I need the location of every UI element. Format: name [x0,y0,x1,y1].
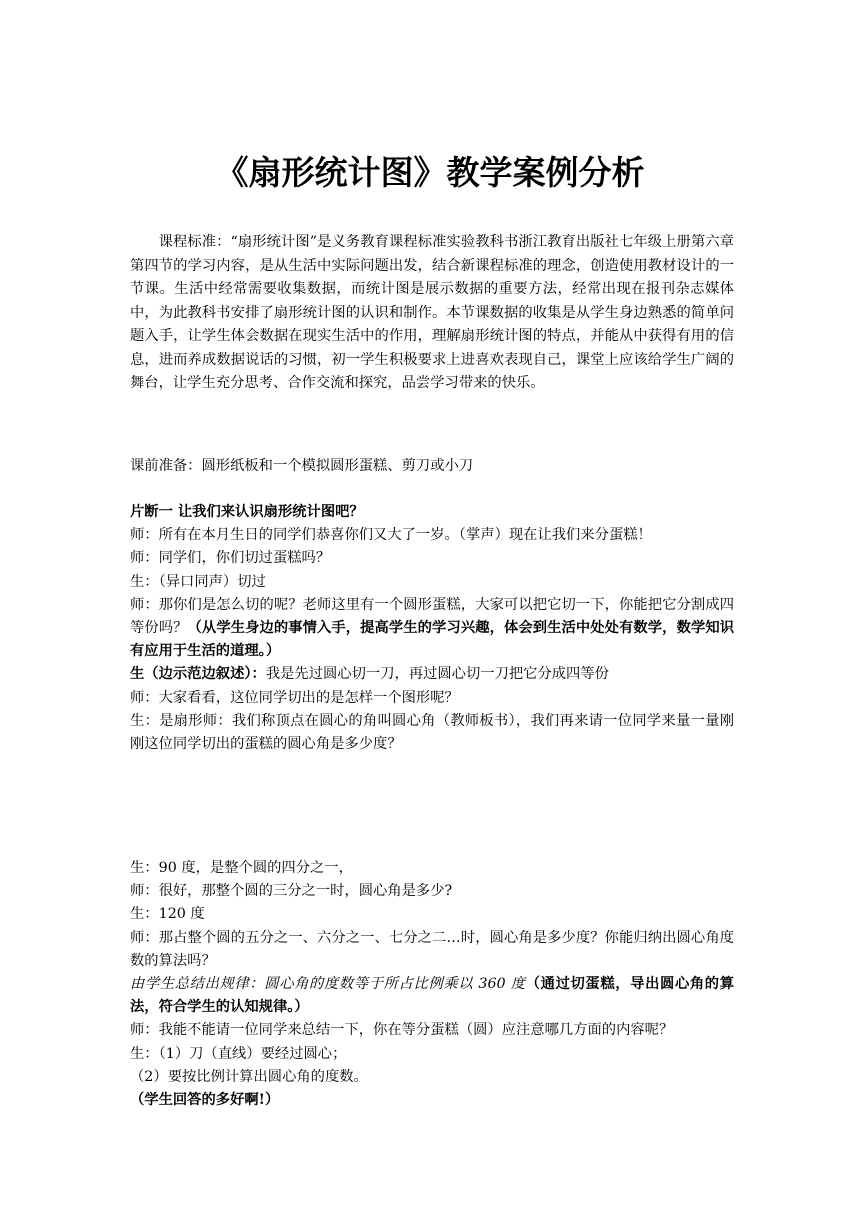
dialogue-line: 师：所有在本月生日的同学们恭喜你们又大了一岁。（掌声）现在让我们来分蛋糕！ [130,527,652,544]
rule-summary: 由学生总结出规律：圆心角的度数等于所占比例乘以 360 度 [130,976,526,993]
prep-block [130,455,734,478]
dialogue-text: 我是先过圆心切一刀，再过圆心切一刀把它分成四等份 [265,666,609,683]
dialogue-line [130,594,734,664]
dialogue-line: 师：那占整个圆的五分之一、六分之一、七分之二…时，圆心角是多少度？你能归纳出圆心角度数的算法吗？ [130,929,734,969]
dialogue-line: 生：是扇形师：我们称顶点在圆心的角叫圆心角（教师板书），我们再来请一位同学来量一量刚刚这位同学切出的蛋糕的圆心角是多少度？ [130,712,734,753]
document-title: 《扇形统计图》教学案例分析 [215,153,645,192]
dialogue-line: 师：同学们，你们切过蛋糕吗？ [130,550,331,567]
teaching-note: （通过切蛋糕，导出圆心角的算法，符合学生的认知规律。） [130,976,735,1016]
teaching-note: （从学生身边的事情入手，提高学生的学习兴趣，体会到生活中处处有数学，数学知识有应用于生活的道理。） [130,620,735,660]
speaker-label: 生（边示范边叙述）： [130,666,266,683]
dialogue-line: 师：大家看看，这位同学切出的是怎样一个图形呢？ [130,689,459,706]
course-standard-paragraph: 课程标准：“扇形统计图”是义务教育课程标准实验教科书浙江教育出版社七年级上册第六章第四节的学习内容，是从生活中实际问题出发，结合新课程标准的理念，创造使用教材设计的一节课。生活中经常需要收集数据，而统计图是展示数据的重要方法，经常出现在报刊杂志媒体中，为此教科书安排了扇形统计图的认识和制作。本节课数据的收集是从学生身边熟悉的简单问题入手，让学生体会数据在现实生活中的作用，理解扇形统计图的特点，并能从中获得有用的信息，进而养成数据说话的习惯，初一学生积极要求上进喜欢表现自己，课堂上应该给学生广阔的舞台，让学生充分思考、合作交流和探究，品尝学习带来的快乐。 [130,234,734,391]
dialogue-line: 生：120 度 [130,906,205,923]
dialogue-line: 师：我能不能请一位同学来总结一下，你在等分蛋糕（圆）应注意哪几方面的内容呢？ [130,1022,674,1039]
section-one [130,501,734,756]
dialogue-line: 师：很好，那整个圆的三分之一时，圆心角是多少? [130,883,453,900]
dialogue-line: 生：（1）刀（直线）要经过圆心； [130,1045,347,1062]
dialogue-line: 生：（异口同声）切过 [130,573,266,590]
class-preparation: 课前准备：圆形纸板和一个模拟圆形蛋糕、剪刀或小刀 [130,458,474,474]
dialogue-text: 师：那你们是怎么切的呢？老师这里有一个圆形蛋糕，大家可以把它切一下，你能把它分割成四等份吗？ [130,596,734,637]
section-two [130,857,734,1112]
dialogue-line: （2）要按比例计算出圆心角的度数。 [130,1068,368,1085]
section-one-heading: 片断一 让我们来认识扇形统计图吧？ [130,504,364,520]
intro-block [130,231,734,396]
dialogue-line [130,973,734,1019]
dialogue-line [130,663,734,686]
dialogue-line: 生：90 度，是整个圆的四分之一， [130,860,353,876]
teaching-note: （学生回答的多好啊!） [130,1092,280,1109]
